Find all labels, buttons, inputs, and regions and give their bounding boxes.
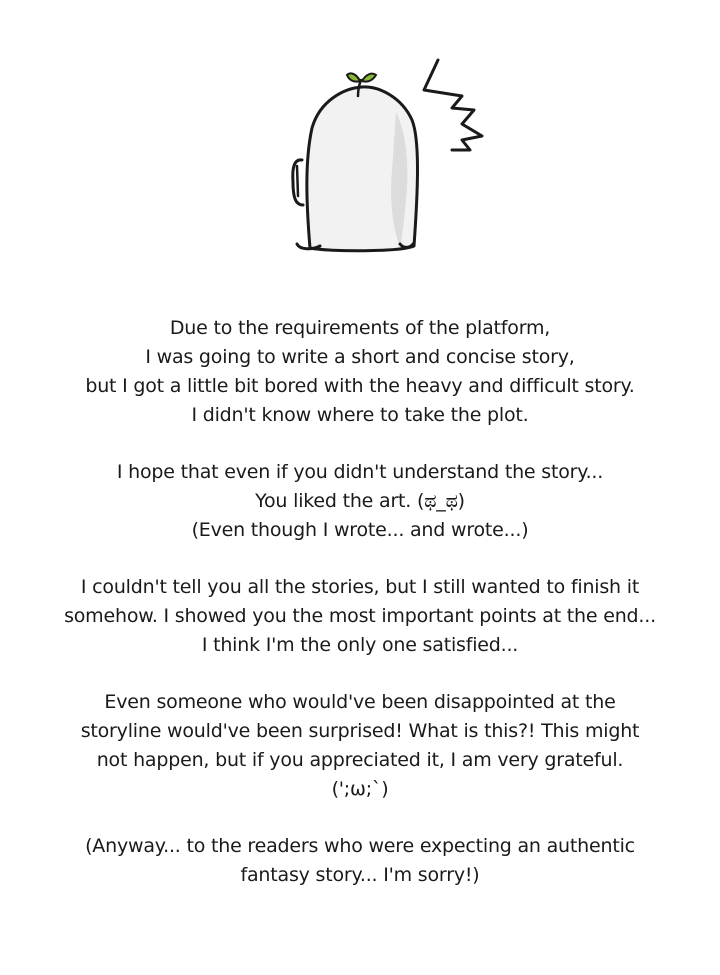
afterword-line: I hope that even if you didn't understand the story... <box>116 461 604 483</box>
afterword-line: Even someone who would've been disappointed at the <box>104 691 616 713</box>
afterword-line: storyline would've been surprised! What is this?! This might <box>80 720 640 742</box>
afterword-line: I was going to write a short and concise story, <box>145 346 575 368</box>
afterword-paragraph <box>60 458 660 545</box>
afterword-line: not happen, but if you appreciated it, I am very grateful. <box>96 749 624 771</box>
afterword-paragraph <box>60 832 660 890</box>
afterword-line: fantasy story... I'm sorry!) <box>240 864 480 886</box>
afterword-paragraph <box>60 314 660 430</box>
afterword-line: (Anyway... to the readers who were expecting an authentic <box>85 835 635 857</box>
afterword-line: but I got a little bit bored with the heavy and difficult story. <box>85 375 635 397</box>
afterword-line: somehow. I showed you the most important points at the end... <box>64 605 656 627</box>
afterword-line: (';ω;`) <box>331 778 389 800</box>
afterword-paragraph <box>60 573 660 660</box>
afterword-line: I couldn't tell you all the stories, but I still wanted to finish it <box>80 576 640 598</box>
afterword-line: (Even though I wrote... and wrote...) <box>191 519 529 541</box>
afterword-line: I didn't know where to take the plot. <box>191 404 529 426</box>
afterword-line: I think I'm the only one satisfied... <box>201 634 519 656</box>
afterword-text <box>60 314 660 918</box>
afterword-line: Due to the requirements of the platform, <box>169 317 551 339</box>
illustration <box>0 0 720 290</box>
afterword-line: You liked the art. (ಥ_ಥ) <box>255 490 465 512</box>
surprise-burst-icon <box>0 0 720 290</box>
afterword-paragraph <box>60 688 660 804</box>
